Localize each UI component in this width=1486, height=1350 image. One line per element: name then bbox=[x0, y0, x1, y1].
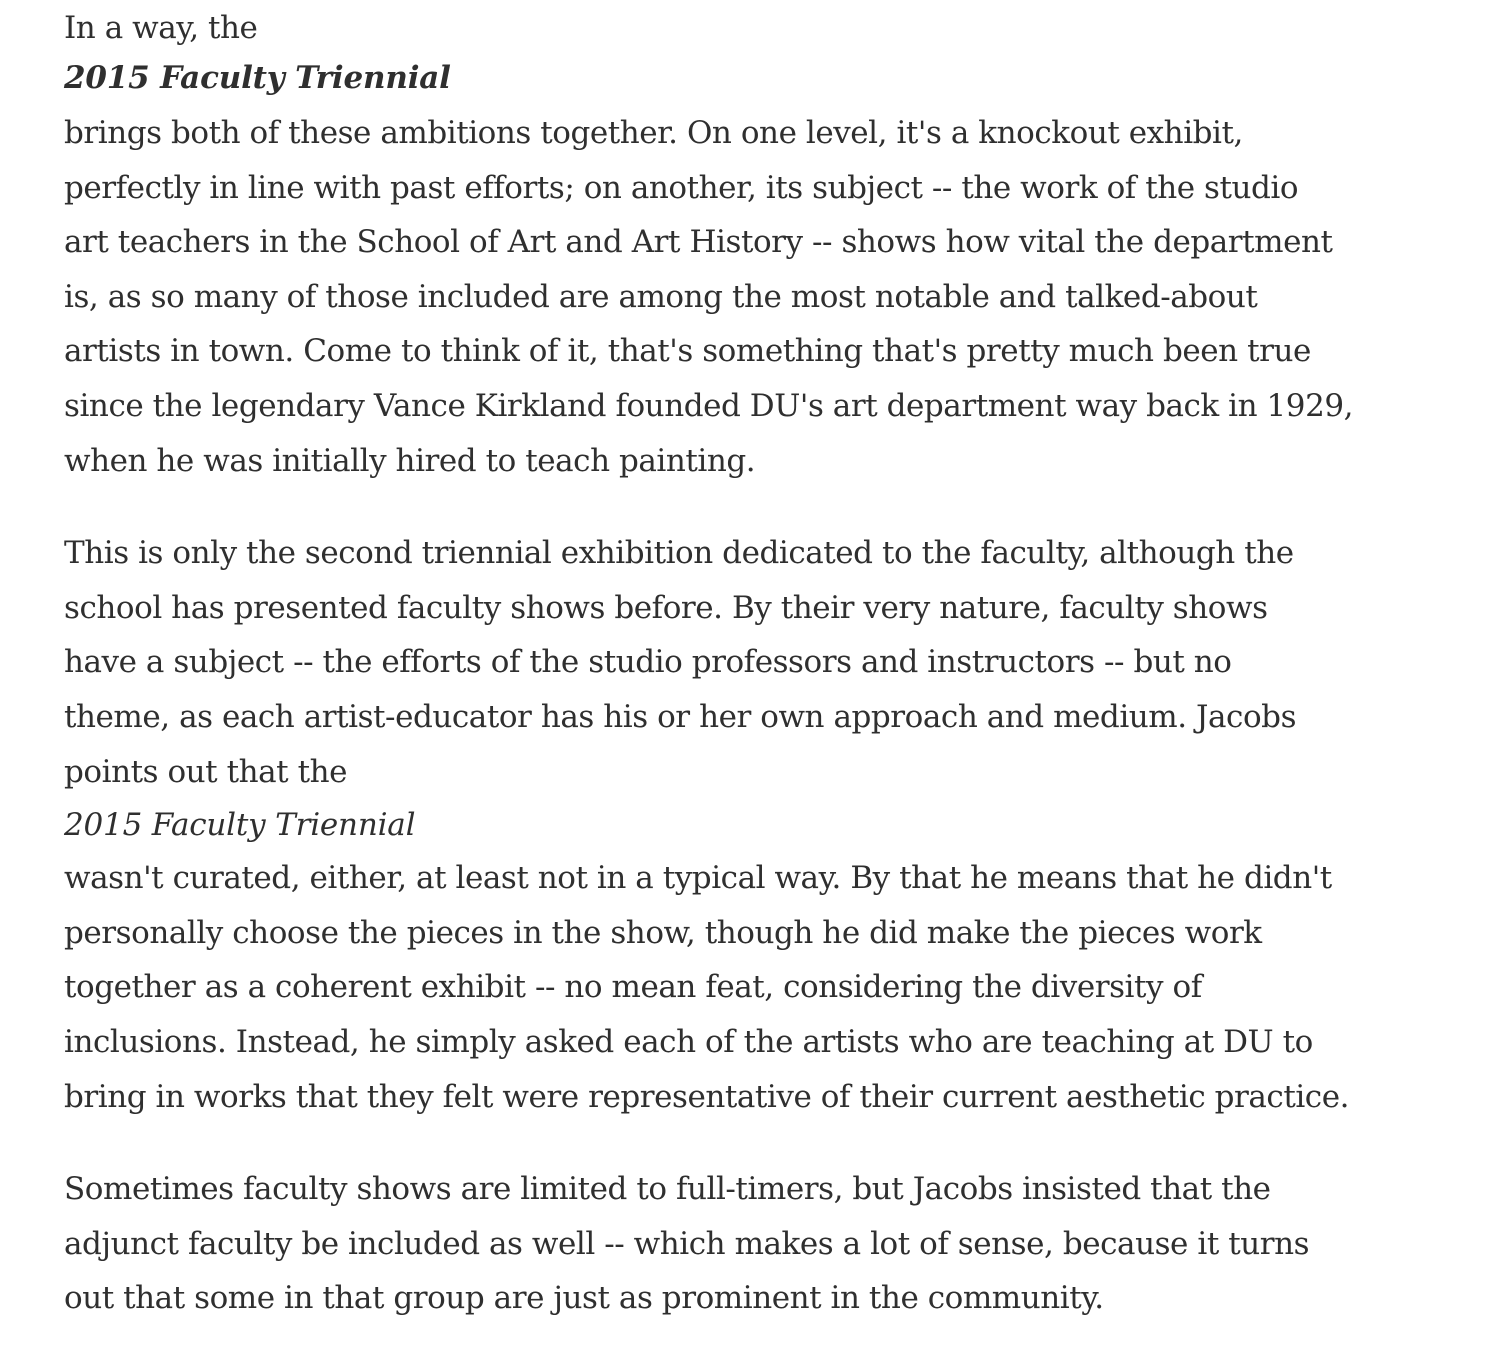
paragraph-2 bbox=[64, 526, 1434, 1124]
text-line: perfectly in line with past efforts; on another, its subject -- the work of the studio bbox=[64, 169, 1299, 206]
text-line: is, as so many of those included are among the most notable and talked-about bbox=[64, 278, 1258, 315]
text-line: together as a coherent exhibit -- no mean feat, considering the diversity of bbox=[64, 969, 1202, 1006]
text-line: since the legendary Vance Kirkland founded DU's art department way back in 1929, bbox=[64, 387, 1354, 424]
text-line: artists in town. Come to think of it, that's something that's pretty much been true bbox=[64, 333, 1311, 370]
paragraph-3 bbox=[64, 1162, 1434, 1326]
text-line: This is only the second triennial exhibition dedicated to the faculty, although the bbox=[64, 535, 1294, 572]
paragraph-gap bbox=[64, 1124, 1434, 1162]
text-line: have a subject -- the efforts of the studio professors and instructors -- but no bbox=[64, 644, 1232, 681]
exhibition-title: 2015 Faculty Triennial bbox=[64, 60, 451, 96]
article-body bbox=[64, 6, 1434, 1326]
text-line: theme, as each artist-educator has his or her own approach and medium. Jacobs bbox=[64, 698, 1297, 735]
text-line: art teachers in the School of Art and Art History -- shows how vital the department bbox=[64, 224, 1333, 261]
text-line: personally choose the pieces in the show, though he did make the pieces work bbox=[64, 914, 1262, 951]
text-line: bring in works that they felt were representative of their current aesthetic practice. bbox=[64, 1078, 1350, 1115]
text-line: brings both of these ambitions together. On one level, it's a knockout exhibit, bbox=[64, 115, 1243, 151]
exhibition-title: 2015 Faculty Triennial bbox=[64, 807, 416, 844]
text-line: inclusions. Instead, he simply asked each of the artists who are teaching at DU to bbox=[64, 1023, 1313, 1060]
paragraph-1 bbox=[64, 6, 1434, 488]
text-line: out that some in that group are just as prominent in the community. bbox=[64, 1280, 1104, 1317]
text-line: Sometimes faculty shows are limited to full-timers, but Jacobs insisted that the bbox=[64, 1171, 1271, 1208]
intro-line: In a way, the bbox=[64, 10, 258, 46]
text-line: school has presented faculty shows before. By their very nature, faculty shows bbox=[64, 589, 1268, 626]
text-line: wasn't curated, either, at least not in a typical way. By that he means that he didn't bbox=[64, 860, 1332, 897]
text-line: points out that the bbox=[64, 753, 347, 790]
paragraph-gap bbox=[64, 488, 1434, 526]
text-line: when he was initially hired to teach painting. bbox=[64, 442, 756, 479]
text-line: adjunct faculty be included as well -- which makes a lot of sense, because it turns bbox=[64, 1225, 1310, 1262]
